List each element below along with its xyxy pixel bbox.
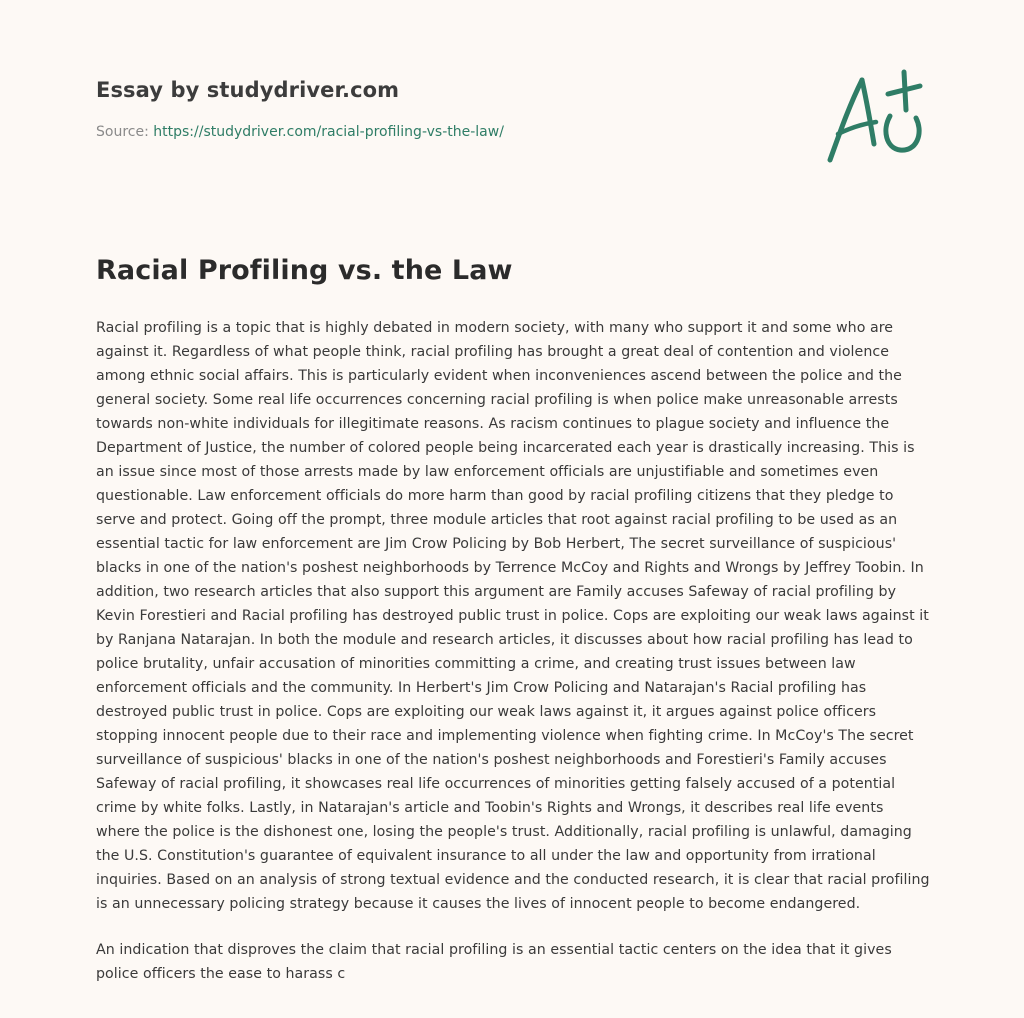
site-title: Essay by studydriver.com bbox=[96, 78, 400, 102]
a-plus-logo-icon bbox=[824, 68, 928, 164]
paragraph: Racial profiling is a topic that is highly debated in modern society, with many who support it and some who are against it. Regardless of what people think, racial profiling has brought a great deal of contention and violence among ethnic social affairs. This is particularly evident when inconveniences ascend between the police and the general society. Some real life occurrences concerning racial profiling is when police make unreasonable arrests towards non-white individuals for illegitimate reasons. As racism continues to plague society and influence the Department of Justice, the number of colored people being incarcerated each year is drastically increasing. This is an issue since most of those arrests made by law enforcement officials are unjustifiable and sometimes even questionable. Law enforcement officials do more harm than good by racial profiling citizens that they pledge to serve and protect. Going off the prompt, three module articles that root against racial profiling to be used as an essential tactic for law enforcement are Jim Crow Policing by Bob Herbert, The secret surveillance of suspicious' blacks in one of the nation's poshest neighborhoods by Terrence McCoy and Rights and Wrongs by Jeffrey Toobin. In addition, two research articles that also support this argument are Family accuses Safeway of racial profiling by Kevin Forestieri and Racial profiling has destroyed public trust in police. Cops are exploiting our weak laws against it by Ranjana Natarajan. In both the module and research articles, it discusses about how racial profiling has lead to police brutality, unfair accusation of minorities committing a crime, and creating trust issues between law enforcement officials and the community. In Herbert's Jim Crow Policing and Natarajan's Racial profiling has destroyed public trust in police. Cops are exploiting our weak laws against it, it argues against police officers stopping innocent people due to their race and implementing violence when fighting crime. In McCoy's The secret surveillance of suspicious' blacks in one of the nation's poshest neighborhoods and Forestieri's Family accuses Safeway of racial profiling, it showcases real life occurrences of minorities getting falsely accused of a potential crime by white folks. Lastly, in Natarajan's article and Toobin's Rights and Wrongs, it describes real life events where the police is the dishonest one, losing the people's trust. Additionally, racial profiling is unlawful, damaging the U.S. Constitution's guarantee of equivalent insurance to all under the law and opportunity from irrational inquiries. Based on an analysis of strong textual evidence and the conducted research, it is clear that racial profiling is an unnecessary policing strategy because it causes the lives of innocent people to become endangered. bbox=[96, 320, 930, 912]
source-line bbox=[96, 124, 504, 140]
essay-title: Racial Profiling vs. the Law bbox=[96, 255, 513, 286]
source-label: Source: bbox=[96, 124, 154, 140]
source-link[interactable]: https://studydriver.com/racial-profiling-vs-the-law/ bbox=[153, 124, 504, 140]
paragraph: An indication that disproves the claim that racial profiling is an essential tactic centers on the idea that it gives police officers the ease to harass c bbox=[96, 942, 892, 982]
essay-body bbox=[96, 316, 930, 1008]
